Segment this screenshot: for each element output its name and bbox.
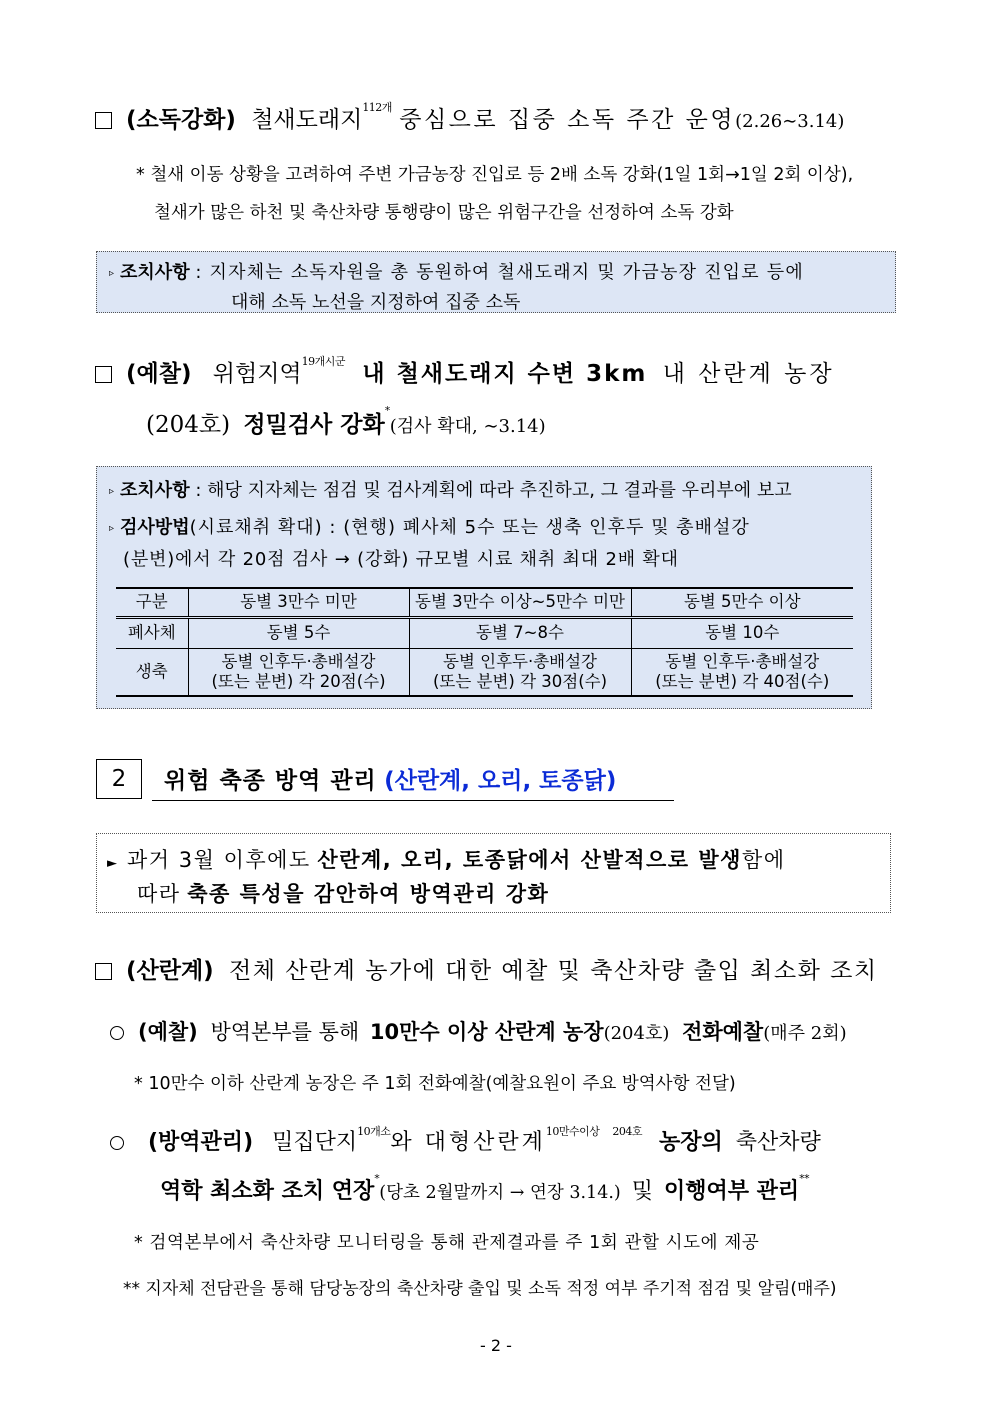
s3-note-2: * 검역본부에서 축산차량 모니터링을 통해 관제결과를 주 1회 관할 시도에 제공 [134, 1233, 760, 1253]
circle-bullet-icon [110, 1136, 124, 1150]
s1-heading: (소독강화) 철새도래지$^{112개}$ 중심으로 집중 소독 주간 운영(2.26∼3.14) [95, 101, 844, 134]
s3-item-2-line2: 역학 최소화 조치 연장*(당초 2월말까지 → 연장 3.14.) 및 이행여부 관리** [160, 1172, 810, 1204]
section-number: 2 [96, 759, 142, 799]
s1-note-1: * 철새 이동 상황을 고려하여 주변 가금농장 진입로 등 2배 소독 강화(1일 1회→1일 2회 이상), [136, 165, 854, 185]
checkbox-icon [95, 112, 112, 129]
checkbox-icon [95, 366, 112, 383]
s3-heading: (산란계) 전체 산란계 농가에 대한 예찰 및 축산차량 출입 최소화 조치 [95, 952, 878, 985]
s3-item-2: (방역관리) 밀집단지$^{10개소}$와 대형산란계$^{10만수이상 204호}$ 농장의 축산차량 [110, 1125, 821, 1156]
page-number: - 2 - [480, 1336, 512, 1355]
table-header-row: 구분 동별 3만수 미만 동별 3만수 이상~5만수 미만 동별 5만수 이상 [116, 588, 853, 617]
pointer-right-icon: ► [107, 856, 117, 871]
table-row: 생축 동별 인후두·총배설강 (또는 분변) 각 20점(수) 동별 인후두·총배설강 (또는 분변) 각 30점(수) 동별 인후두·총배설강 (또는 분변) 각 40점(수) [116, 648, 853, 696]
section-title: 위험 축종 방역 관리 (산란계, 오리, 토종닭) [152, 762, 674, 801]
summary-box: ► 과거 3월 이후에도 산란계, 오리, 토종닭에서 산발적으로 발생함에 따라 축종 특성을 감안하여 방역관리 강화 [96, 833, 891, 913]
sampling-table [116, 587, 853, 697]
checkbox-icon [95, 963, 112, 980]
circle-bullet-icon [110, 1026, 124, 1040]
s1-note-2: 철새가 많은 하천 및 축산차량 통행량이 많은 위험구간을 선정하여 소독 강화 [154, 203, 734, 223]
s3-note-1: * 10만수 이하 산란계 농장은 주 1회 전화예찰(예찰요원이 주요 방역사항 전달) [134, 1074, 736, 1094]
triangle-right-icon: ▹ [109, 522, 115, 534]
s1-action-box: ▹ 조치사항 : 지자체는 소독자원을 총 동원하여 철새도래지 및 가금농장 진입로 등에 대해 소독 노선을 지정하여 집중 소독 [96, 251, 896, 313]
triangle-right-icon: ▹ [109, 267, 115, 279]
s2-heading-2: (204호) 정밀검사 강화*(검사 확대, ∼3.14) [146, 404, 546, 438]
triangle-right-icon: ▹ [109, 485, 115, 497]
s2-action-box: ▹ 조치사항 : 해당 지자체는 점검 및 검사계획에 따라 추진하고, 그 결과를 우리부에 보고 ▹ 검사방법(시료채취 확대) : (현행) 폐사체 5수 또는 생축 인후두 및 총배설강 (분변)에서 각 20점 검사 → (강화) 규모별 시료 채취 최대 2배 확대 구분 동별 3만수 미만 동별 3만수 이상~5만수 미만 동별 5만수 이상 폐사체 동별 5수 동별 7~8수 동별 10수 생축 동별 인후두·총배설강 (또는 분변) 각 20점(수) 동별 인후두·총배설강 (또는 분변) 각 30점(수) 동별 인후두·총배설강 (또는 분변) 각 40점(수) [96, 466, 872, 709]
table-row: 폐사체 동별 5수 동별 7~8수 동별 10수 [116, 617, 853, 648]
s3-item-1: (예찰) 방역본부를 통해 10만수 이상 산란계 농장(204호) 전화예찰(매주 2회) [110, 1016, 847, 1046]
s2-heading: (예찰) 위험지역$^{19개시군}$ 내 철새도래지 수변 3km 내 산란계 농장 [95, 355, 835, 388]
s3-note-3: ** 지자체 전담관을 통해 담당농장의 축산차량 출입 및 소독 적정 여부 주기적 점검 및 알림(매주) [123, 1279, 837, 1299]
